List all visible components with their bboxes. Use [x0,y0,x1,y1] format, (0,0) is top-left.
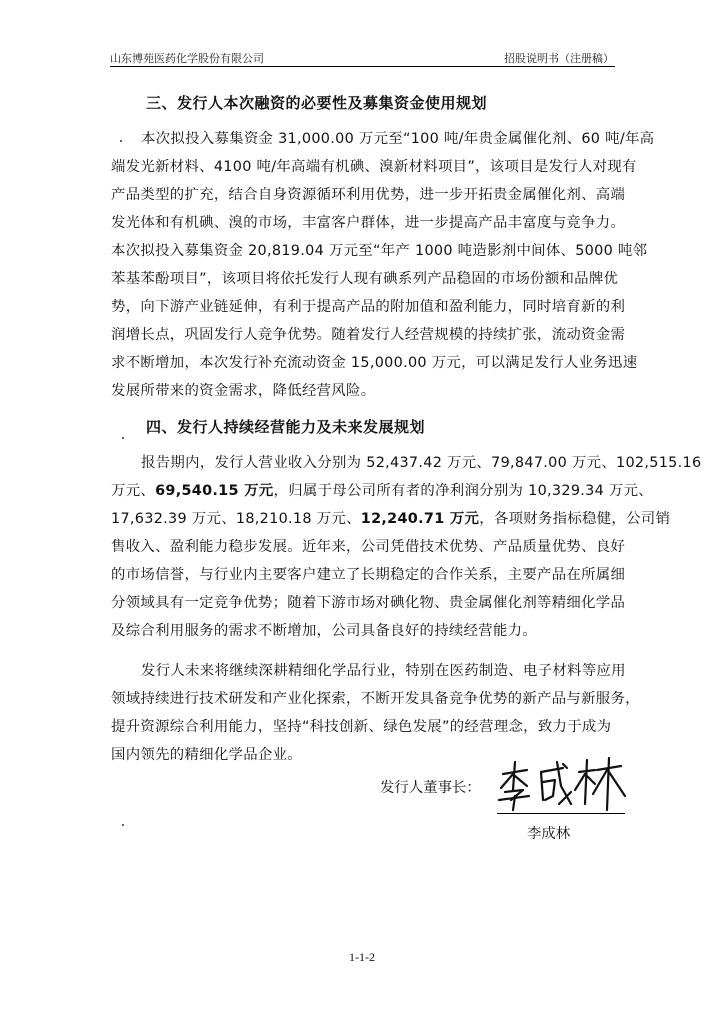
text-run: ，各项财务指标稳健，公司销 [479,511,671,527]
scan-speck [120,140,122,142]
paragraph-line: 端发光新材料、4100 吨/年高端有机碘、溴新材料项目”，该项目是发行人对现有 [111,159,637,175]
paragraph-line: 本次拟投入募集资金 20,819.04 万元至“年产 1000 吨造影剂中间体、5000 吨邻 [111,243,648,259]
paragraph-line: 领域持续进行技术研发和产业化探索，不断开发具备竞争优势的新产品与新服务， [111,691,640,707]
paragraph-line: 发光体和有机碘、溴的市场，丰富客户群体，进一步提高产品丰富度与竞争力。 [111,215,626,231]
signer-name: 李成林 [527,826,571,842]
paragraph-line: 发展所带来的资金需求，降低经营风险。 [111,383,376,399]
paragraph-line [111,479,653,500]
paragraph-line [111,507,670,528]
paragraph-line: 苯基苯酚项目”，该项目将依托发行人现有碘系列产品稳固的市场份额和品牌优 [111,271,619,287]
paragraph-line: 报告期内，发行人营业收入分别为 52,437.42 万元、79,847.00 万元、102,515.16 [141,455,702,471]
highlighted-net-profit: 12,240.71 万元 [360,511,480,527]
paragraph-line: 分领域具有一定竞争优势；随着下游市场对碘化物、贵金属催化剂等精细化学品 [111,595,626,611]
paragraph-line: 产品类型的扩充，结合自身资源循环利用优势，进一步开拓贵金属催化剂、高端 [111,187,626,203]
paragraph-line: 及综合利用服务的需求不断增加，公司具备良好的持续经营能力。 [111,623,538,639]
section-4-heading: 四、发行人持续经营能力及未来发展规划 [146,418,426,436]
paragraph-line: 售收入、盈利能力稳步发展。近年来，公司凭借技术优势、产品质量优势、良好 [111,539,626,555]
paragraph-line: 求不断增加，本次发行补充流动资金 15,000.00 万元，可以满足发行人业务迅速 [111,355,638,371]
text-run: ，归属于母公司所有者的净利润分别为 10,329.34 万元、 [273,483,654,499]
header-doc-type: 招股说明书（注册稿） [504,52,614,65]
page-header [110,50,614,66]
paragraph-line: 发行人未来将继续深耕精细化学品行业，特别在医药制造、电子材料等应用 [141,663,626,679]
page-number: 1-1-2 [349,950,375,964]
paragraph-line: 本次拟投入募集资金 31,000.00 万元至“100 吨/年贵金属催化剂、60 吨/年高 [141,131,655,147]
text-run: 17,632.39 万元、18,210.18 万元、 [111,511,361,527]
paragraph-line: 的市场信誉，与行业内主要客户建立了长期稳定的合作关系，主要产品在所属细 [111,567,626,583]
paragraph-line: 润增长点，巩固发行人竞争优势。随着发行人经营规模的持续扩张，流动资金需 [111,327,626,343]
text-run: 万元、 [111,483,156,499]
paragraph-line: 提升资源综合利用能力，坚持“科技创新、绿色发展”的经营理念，致力于成为 [111,719,612,735]
header-divider [110,66,615,67]
scan-speck [122,824,124,826]
handwritten-signature [497,756,627,814]
section-3-heading: 三、发行人本次融资的必要性及募集资金使用规划 [146,94,488,112]
signature-line [497,813,625,814]
signature-label: 发行人董事长： [380,780,481,796]
paragraph-line: 势，向下游产业链延伸，有利于提高产品的附加值和盈利能力，同时培育新的利 [111,299,626,315]
scan-speck [122,437,124,439]
header-company: 山东博苑医药化学股份有限公司 [110,52,264,65]
highlighted-revenue: 69,540.15 万元 [155,483,274,499]
paragraph-line: 国内领先的精细化学品企业。 [111,747,302,763]
